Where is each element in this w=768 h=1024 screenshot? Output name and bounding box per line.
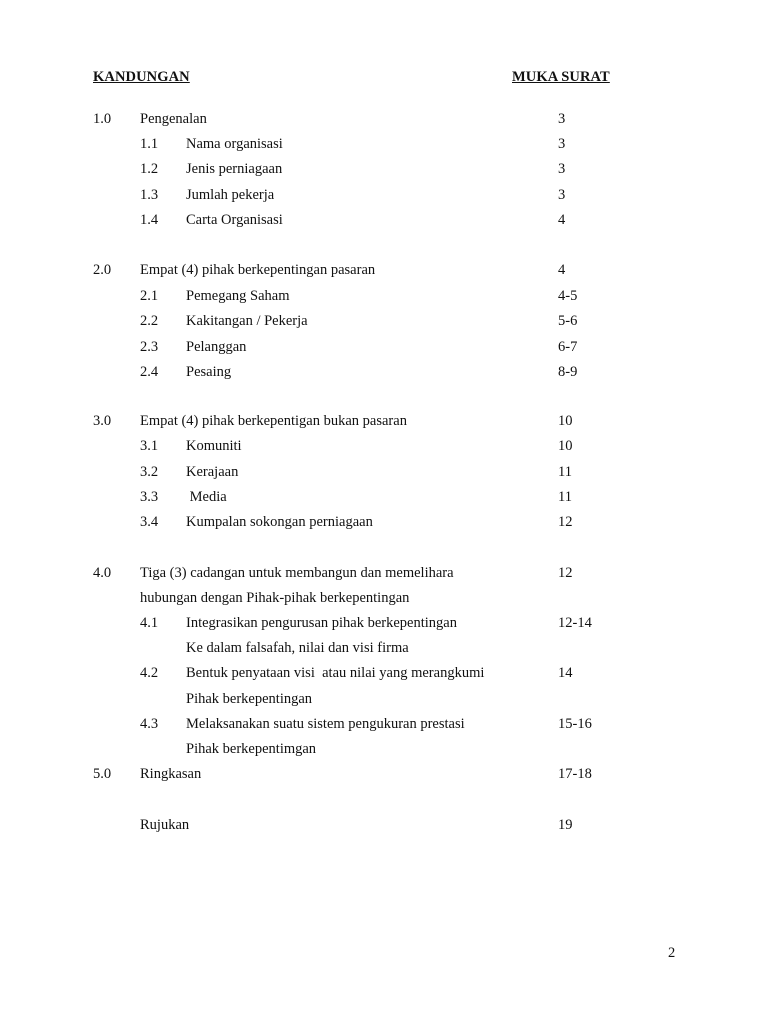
page-number: 11 bbox=[558, 464, 572, 480]
toc-row bbox=[0, 738, 768, 760]
page-number: 12 bbox=[558, 514, 573, 530]
section-number: 4.3 bbox=[140, 716, 159, 732]
section-number: 1.4 bbox=[140, 212, 159, 228]
page-number: 3 bbox=[558, 111, 566, 127]
section-title: hubungan dengan Pihak-pihak berkepentingan bbox=[140, 590, 410, 606]
section-title: Pemegang Saham bbox=[186, 288, 290, 304]
section-title: Empat (4) pihak berkepentigan bukan pasaran bbox=[140, 413, 407, 429]
section-title: Pesaing bbox=[186, 364, 232, 380]
section-title: Pihak berkepentimgan bbox=[186, 741, 317, 757]
section-title: Nama organisasi bbox=[186, 136, 283, 152]
section-title: Melaksanakan suatu sistem pengukuran prestasi bbox=[186, 716, 465, 732]
toc-row bbox=[0, 511, 768, 533]
toc-row bbox=[0, 461, 768, 483]
page-number: 3 bbox=[558, 161, 566, 177]
section-number: 1.1 bbox=[140, 136, 159, 152]
section-title: Kakitangan / Pekerja bbox=[186, 313, 308, 329]
section-number: 3.2 bbox=[140, 464, 159, 480]
footer-page-number: 2 bbox=[668, 945, 676, 961]
section-title: Bentuk penyataan visi atau nilai yang merangkumi bbox=[186, 665, 485, 681]
page-number: 10 bbox=[558, 438, 573, 454]
toc-row bbox=[0, 259, 768, 281]
section-number: 2.0 bbox=[93, 262, 112, 278]
page-number: 12 bbox=[558, 565, 573, 581]
section-number: 3.3 bbox=[140, 489, 159, 505]
page-number: 4-5 bbox=[558, 288, 578, 304]
page-column-heading: MUKA SURAT bbox=[512, 69, 610, 85]
page-number: 4 bbox=[558, 212, 566, 228]
section-number: 5.0 bbox=[93, 766, 112, 782]
toc-row bbox=[0, 562, 768, 584]
toc-row bbox=[0, 587, 768, 609]
section-title: Ringkasan bbox=[140, 766, 202, 782]
page-number: 10 bbox=[558, 413, 573, 429]
section-title: Pihak berkepentingan bbox=[186, 691, 313, 707]
toc-row bbox=[0, 336, 768, 358]
toc-row bbox=[0, 637, 768, 659]
section-title: Pelanggan bbox=[186, 339, 247, 355]
page-number: 8-9 bbox=[558, 364, 578, 380]
section-title: Jenis perniagaan bbox=[186, 161, 283, 177]
toc-row bbox=[0, 209, 768, 231]
section-title: Integrasikan pengurusan pihak berkepentingan bbox=[186, 615, 457, 631]
toc-row bbox=[0, 361, 768, 383]
section-number: 3.4 bbox=[140, 514, 159, 530]
toc-row bbox=[0, 158, 768, 180]
section-title: Tiga (3) cadangan untuk membangun dan memelihara bbox=[140, 565, 454, 581]
section-title: Pengenalan bbox=[140, 111, 207, 127]
section-title: Kerajaan bbox=[186, 464, 239, 480]
page-number: 19 bbox=[558, 817, 573, 833]
toc-row bbox=[0, 688, 768, 710]
section-number: 2.2 bbox=[140, 313, 159, 329]
section-title: Media bbox=[186, 489, 227, 505]
toc-row bbox=[0, 133, 768, 155]
section-title: Komuniti bbox=[186, 438, 242, 454]
toc-heading: KANDUNGAN bbox=[93, 69, 190, 85]
toc-row bbox=[0, 435, 768, 457]
section-number: 2.3 bbox=[140, 339, 159, 355]
section-title: Rujukan bbox=[140, 817, 190, 833]
page-number: 17-18 bbox=[558, 766, 592, 782]
section-number: 3.0 bbox=[93, 413, 112, 429]
section-title: Kumpalan sokongan perniagaan bbox=[186, 514, 373, 530]
toc-row bbox=[0, 285, 768, 307]
toc-row bbox=[0, 310, 768, 332]
section-title: Empat (4) pihak berkepentingan pasaran bbox=[140, 262, 376, 278]
page-number: 3 bbox=[558, 136, 566, 152]
page-number: 3 bbox=[558, 187, 566, 203]
toc-row bbox=[0, 662, 768, 684]
toc-row bbox=[0, 612, 768, 634]
page-number: 11 bbox=[558, 489, 572, 505]
page-number: 15-16 bbox=[558, 716, 592, 732]
section-number: 3.1 bbox=[140, 438, 159, 454]
toc-row bbox=[0, 814, 768, 836]
section-title: Jumlah pekerja bbox=[186, 187, 275, 203]
toc-row bbox=[0, 713, 768, 735]
section-number: 4.1 bbox=[140, 615, 159, 631]
toc-row bbox=[0, 486, 768, 508]
section-number: 1.2 bbox=[140, 161, 159, 177]
toc-row bbox=[0, 410, 768, 432]
page-number: 12-14 bbox=[558, 615, 592, 631]
toc-row bbox=[0, 108, 768, 130]
section-number: 4.2 bbox=[140, 665, 159, 681]
toc-row bbox=[0, 763, 768, 785]
page-number: 6-7 bbox=[558, 339, 578, 355]
page-number: 4 bbox=[558, 262, 566, 278]
section-title: Ke dalam falsafah, nilai dan visi firma bbox=[186, 640, 409, 656]
section-number: 2.1 bbox=[140, 288, 159, 304]
page-number: 14 bbox=[558, 665, 573, 681]
section-number: 4.0 bbox=[93, 565, 112, 581]
section-title: Carta Organisasi bbox=[186, 212, 283, 228]
section-number: 2.4 bbox=[140, 364, 159, 380]
page-number: 5-6 bbox=[558, 313, 578, 329]
section-number: 1.0 bbox=[93, 111, 112, 127]
section-number: 1.3 bbox=[140, 187, 159, 203]
toc-row bbox=[0, 184, 768, 206]
